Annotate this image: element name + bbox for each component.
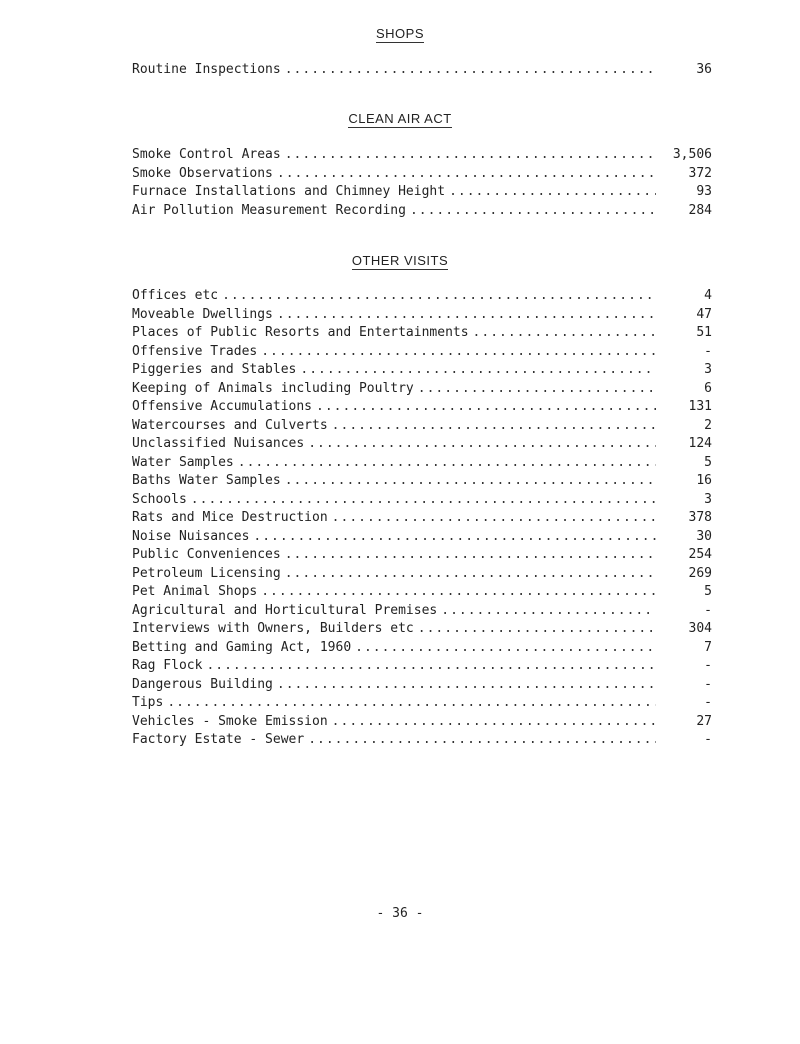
row-label: Petroleum Licensing bbox=[132, 565, 281, 581]
row-value: 5 bbox=[704, 584, 712, 599]
row-label: Noise Nuisances bbox=[132, 528, 250, 544]
table-row bbox=[132, 324, 712, 343]
row-value: 27 bbox=[696, 713, 712, 729]
row-value: 372 bbox=[688, 165, 712, 181]
dot-leader bbox=[222, 287, 656, 306]
row-value: 4 bbox=[704, 288, 712, 303]
row-label: Baths Water Samples bbox=[132, 473, 281, 488]
table-row bbox=[132, 202, 712, 221]
dot-leader bbox=[410, 202, 656, 221]
row-label: Smoke Control Areas bbox=[132, 147, 281, 162]
row-value: 304 bbox=[688, 621, 712, 636]
table-row bbox=[132, 731, 712, 750]
row-label: Keeping of Animals including Poultry bbox=[132, 380, 414, 396]
dot-leader bbox=[449, 183, 656, 202]
row-value: - bbox=[704, 676, 712, 692]
table-row bbox=[132, 509, 712, 528]
table-row bbox=[132, 146, 712, 165]
row-value: 16 bbox=[696, 473, 712, 488]
dot-leader bbox=[261, 343, 656, 362]
row-value: 269 bbox=[688, 565, 712, 581]
table-row bbox=[132, 620, 712, 639]
table-row bbox=[132, 454, 712, 473]
table-row bbox=[132, 361, 712, 380]
row-label: Moveable Dwellings bbox=[132, 306, 273, 322]
row-value: - bbox=[704, 602, 712, 618]
table-row bbox=[132, 694, 712, 713]
row-value: 7 bbox=[704, 639, 712, 655]
table-row bbox=[132, 657, 712, 676]
row-label: Piggeries and Stables bbox=[132, 362, 297, 377]
table-row bbox=[132, 398, 712, 417]
dot-leader bbox=[206, 657, 656, 676]
row-value: - bbox=[704, 343, 712, 359]
row-label: Rag Flock bbox=[132, 658, 203, 673]
table-row bbox=[132, 676, 712, 695]
row-label: Water Samples bbox=[132, 454, 234, 470]
dot-leader bbox=[261, 583, 656, 602]
dot-leader bbox=[285, 546, 656, 565]
dot-leader bbox=[308, 731, 656, 750]
row-label: Vehicles - Smoke Emission bbox=[132, 713, 328, 729]
section-title: OTHER VISITS bbox=[351, 253, 449, 268]
dot-leader bbox=[300, 361, 656, 380]
table-row bbox=[132, 583, 712, 602]
section-heading-other-visits bbox=[0, 253, 800, 268]
row-label: Schools bbox=[132, 491, 187, 507]
dot-leader bbox=[418, 380, 656, 399]
row-value: 30 bbox=[696, 528, 712, 544]
table-row bbox=[132, 602, 712, 621]
row-label: Smoke Observations bbox=[132, 165, 273, 181]
dot-leader bbox=[238, 454, 656, 473]
row-label: Interviews with Owners, Builders etc bbox=[132, 621, 414, 636]
dot-leader bbox=[277, 306, 656, 325]
row-label: Tips bbox=[132, 695, 164, 710]
dot-leader bbox=[332, 713, 656, 732]
section-shops bbox=[132, 61, 712, 80]
table-row bbox=[132, 639, 712, 658]
dot-leader bbox=[316, 398, 656, 417]
row-value: 93 bbox=[696, 184, 712, 199]
row-label: Rats and Mice Destruction bbox=[132, 510, 328, 525]
row-value: 3 bbox=[704, 491, 712, 507]
row-label: Furnace Installations and Chimney Height bbox=[132, 184, 446, 199]
dot-leader bbox=[441, 602, 656, 621]
row-label: Offensive Trades bbox=[132, 343, 258, 359]
dot-leader bbox=[277, 165, 656, 184]
dot-leader bbox=[253, 528, 656, 547]
row-label: Offensive Accumulations bbox=[132, 399, 313, 414]
table-row bbox=[132, 183, 712, 202]
row-label: Factory Estate - Sewer bbox=[132, 732, 305, 747]
page-number: - 36 - bbox=[376, 906, 424, 921]
dot-leader bbox=[285, 61, 656, 80]
dot-leader bbox=[332, 509, 656, 528]
section-heading-shops bbox=[0, 26, 800, 41]
row-value: 6 bbox=[704, 380, 712, 396]
table-row bbox=[132, 491, 712, 510]
row-label: Public Conveniences bbox=[132, 547, 281, 562]
section-heading-clean-air-act bbox=[0, 111, 800, 126]
dot-leader bbox=[418, 620, 656, 639]
dot-leader bbox=[191, 491, 656, 510]
section-clean-air-act bbox=[132, 146, 712, 220]
row-value: - bbox=[704, 658, 712, 673]
table-row bbox=[132, 165, 712, 184]
dot-leader bbox=[285, 565, 656, 584]
table-row bbox=[132, 435, 712, 454]
row-value: - bbox=[704, 732, 712, 747]
table-row bbox=[132, 546, 712, 565]
row-value: 254 bbox=[688, 547, 712, 562]
row-value: 124 bbox=[688, 436, 712, 451]
row-label: Unclassified Nuisances bbox=[132, 436, 305, 451]
row-value: 284 bbox=[688, 202, 712, 218]
dot-leader bbox=[277, 676, 656, 695]
row-label: Dangerous Building bbox=[132, 676, 273, 692]
row-value: 51 bbox=[696, 325, 712, 340]
table-row bbox=[132, 380, 712, 399]
dot-leader bbox=[355, 639, 656, 658]
section-other-visits bbox=[132, 287, 712, 750]
row-label: Offices etc bbox=[132, 288, 219, 303]
row-value: 131 bbox=[688, 399, 712, 414]
row-value: 2 bbox=[704, 417, 712, 433]
row-value: 5 bbox=[704, 454, 712, 470]
table-row bbox=[132, 472, 712, 491]
row-label: Air Pollution Measurement Recording bbox=[132, 202, 406, 218]
row-label: Agricultural and Horticultural Premises bbox=[132, 602, 438, 618]
table-row bbox=[132, 61, 712, 80]
row-label: Places of Public Resorts and Entertainments bbox=[132, 325, 469, 340]
row-value: 378 bbox=[688, 510, 712, 525]
dot-leader bbox=[167, 694, 656, 713]
row-label: Pet Animal Shops bbox=[132, 584, 258, 599]
dot-leader bbox=[285, 472, 656, 491]
dot-leader bbox=[285, 146, 656, 165]
table-row bbox=[132, 417, 712, 436]
dot-leader bbox=[308, 435, 656, 454]
row-value: 3 bbox=[704, 362, 712, 377]
row-value: 36 bbox=[696, 62, 712, 77]
table-row bbox=[132, 343, 712, 362]
table-row bbox=[132, 287, 712, 306]
table-row bbox=[132, 713, 712, 732]
table-row bbox=[132, 306, 712, 325]
row-value: 47 bbox=[696, 306, 712, 322]
row-label: Routine Inspections bbox=[132, 62, 281, 77]
dot-leader bbox=[332, 417, 656, 436]
section-title: SHOPS bbox=[375, 26, 424, 41]
table-row bbox=[132, 565, 712, 584]
table-row bbox=[132, 528, 712, 547]
row-value: 3,506 bbox=[672, 147, 712, 162]
section-title: CLEAN AIR ACT bbox=[348, 111, 452, 126]
row-value: - bbox=[704, 695, 712, 710]
row-label: Watercourses and Culverts bbox=[132, 417, 328, 433]
dot-leader bbox=[473, 324, 656, 343]
row-label: Betting and Gaming Act, 1960 bbox=[132, 639, 352, 655]
